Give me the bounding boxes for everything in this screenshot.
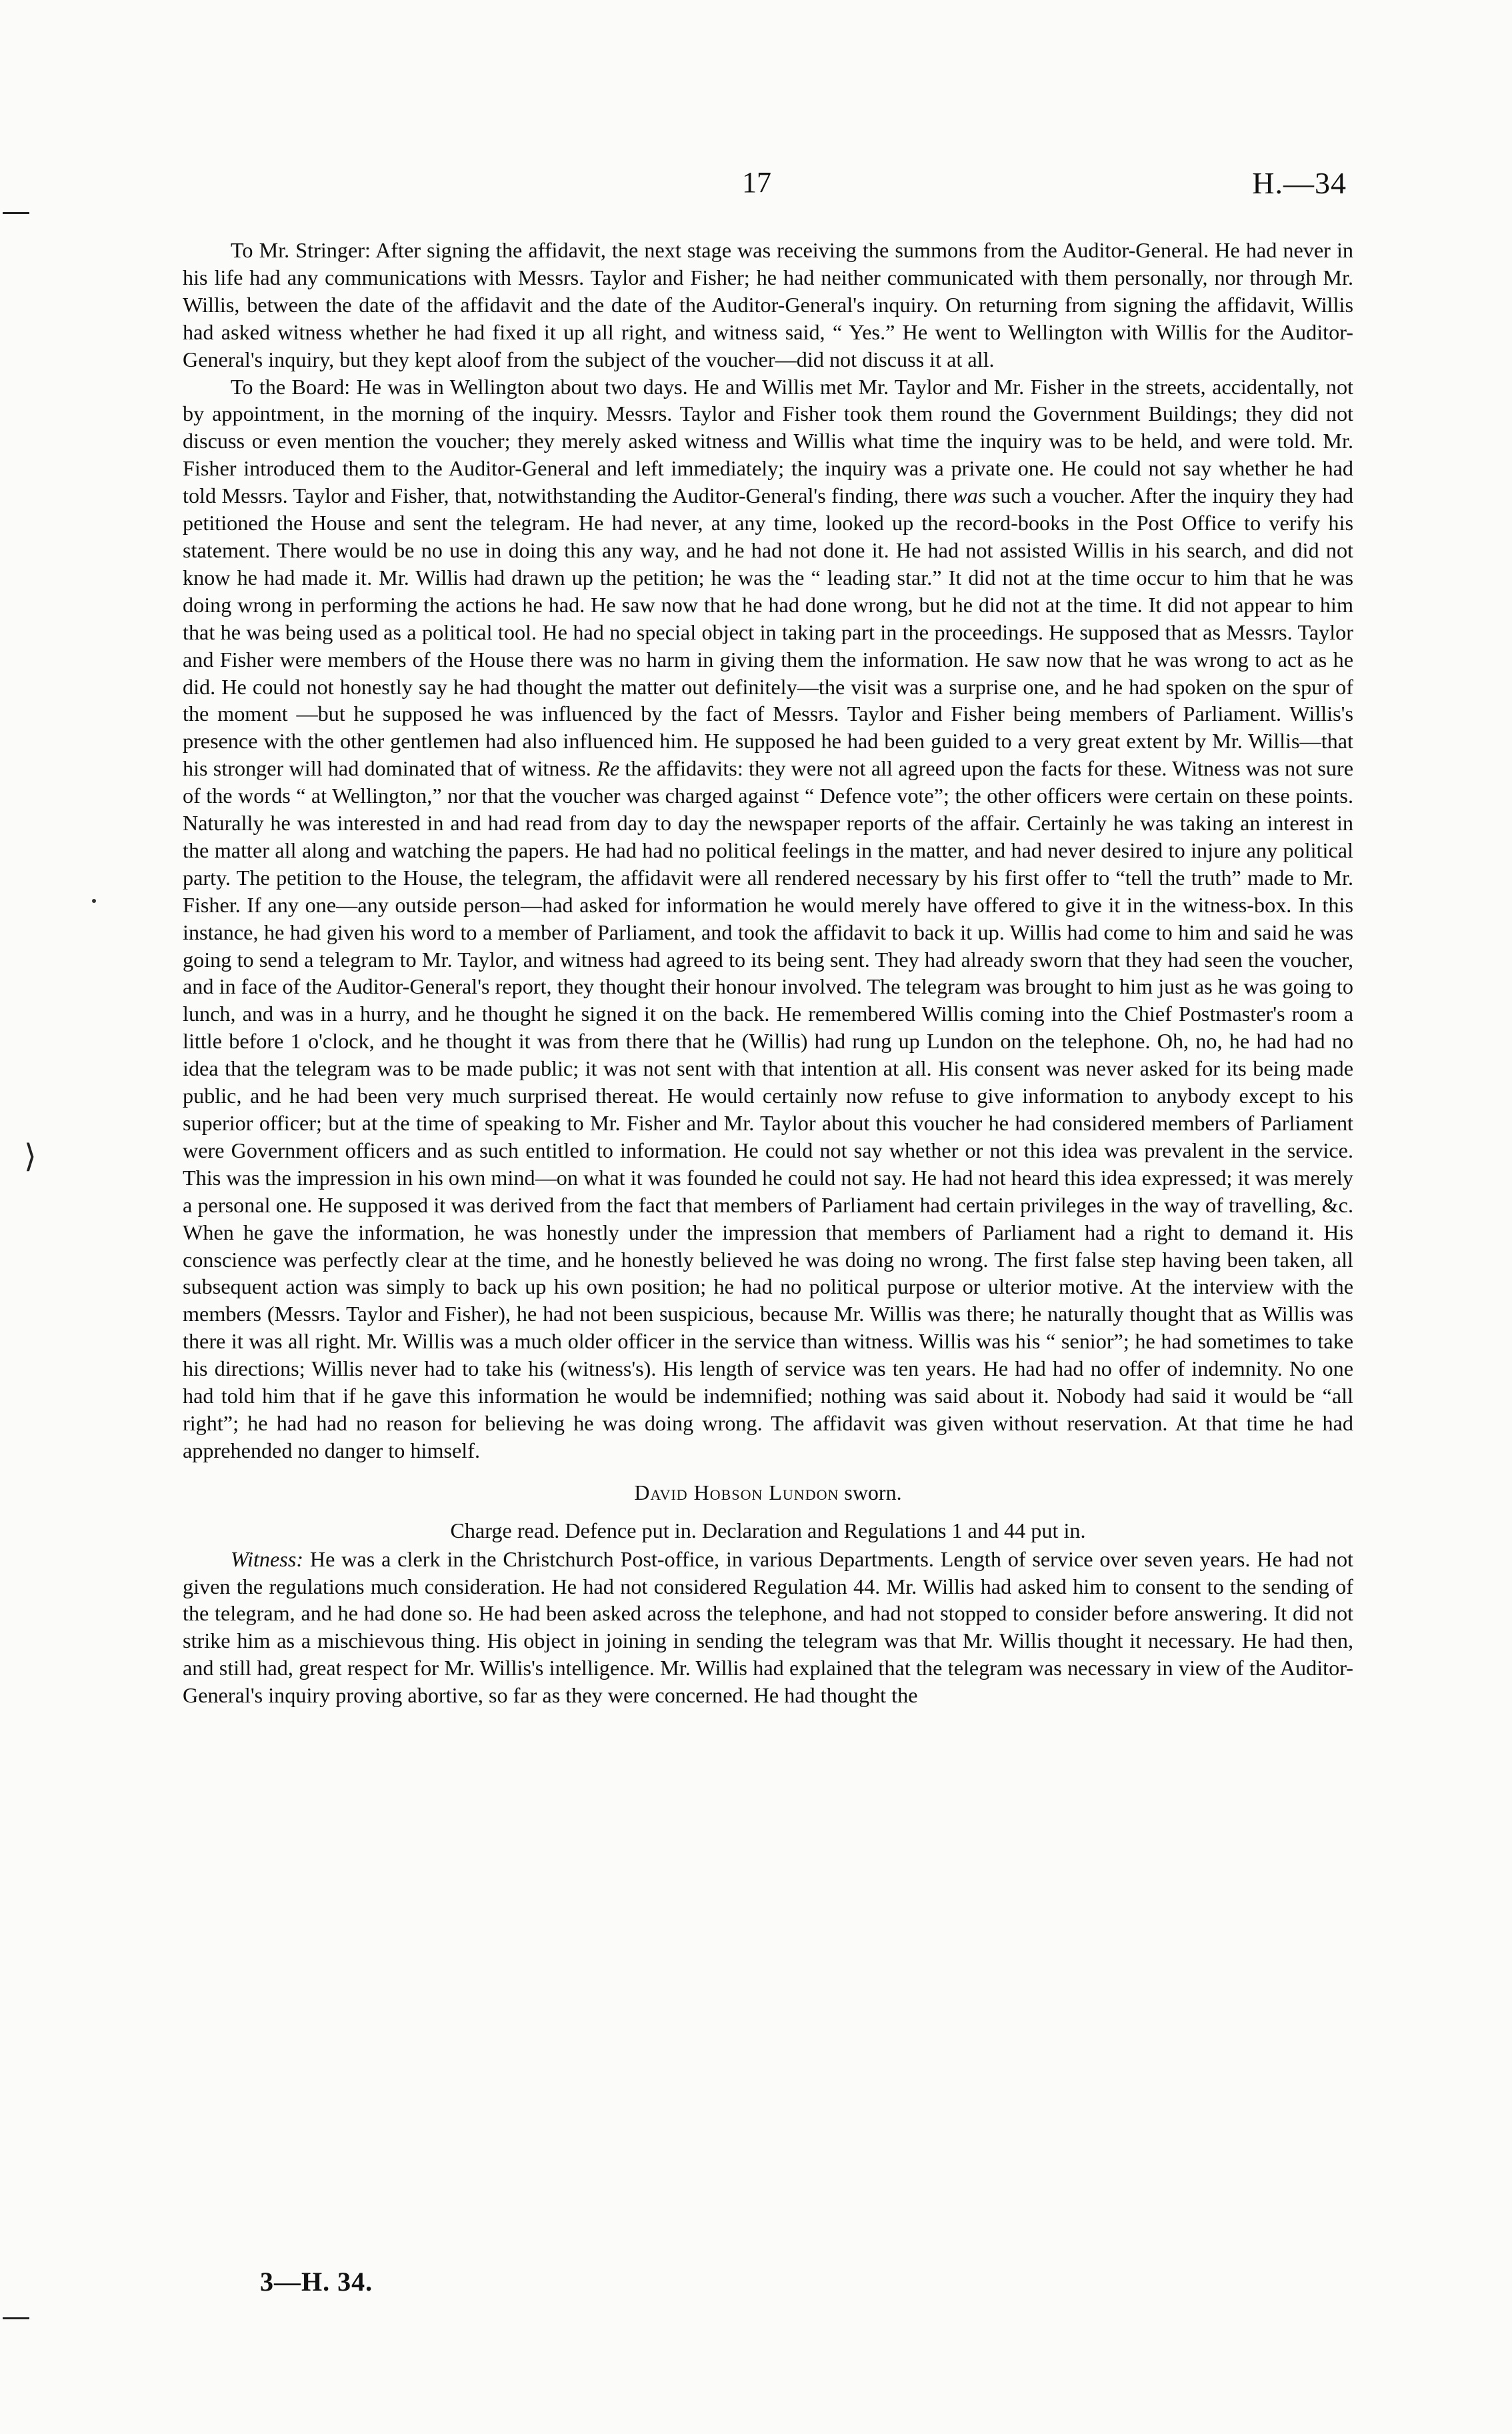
paragraph-witness — [183, 1546, 1353, 1709]
paragraph-board — [183, 373, 1353, 1464]
margin-mark — [3, 212, 29, 214]
italic-word: was — [953, 483, 987, 508]
witness-heading — [183, 1479, 1353, 1506]
page-signature: 3—H. 34. — [260, 2267, 373, 2297]
italic-word: Re — [597, 756, 620, 781]
margin-dot — [92, 899, 96, 903]
witness-name: David Hobson Lundon — [634, 1480, 839, 1504]
heading-suffix: sworn. — [839, 1480, 902, 1504]
charge-line: Charge read. Defence put in. Declaration and Regulations 1 and 44 put in. — [450, 1518, 1086, 1542]
page-number: 17 — [742, 166, 771, 199]
text-run: To the Board: He was in Wellington about two days. He and Willis met Mr. Taylor and Mr. Fisher in the streets, accidentally, not by appointment, in the morning of the inquiry. Messrs. Taylor and Fisher took them round the Government Buildings; they did not discuss or even mention the voucher; they merely asked witness and Willis what time the inquiry was to be held, and were told. Mr. Fisher introduced them to the Auditor-General and left immediately; the inquiry was a private one. He could not say whether he had told Messrs. Taylor and Fisher, that, notwithstanding the Auditor-General's finding, there — [183, 374, 1353, 508]
witness-label: Witness: — [231, 1546, 304, 1571]
body-text — [183, 237, 1353, 1709]
margin-mark — [3, 2317, 29, 2319]
margin-curl-mark: ⟩ — [24, 1138, 37, 1175]
text-run: such a voucher. After the inquiry they had petitioned the House and sent the telegram. He had never, at any time, looked up the record-books in the Post Office to verify his statement. There would be no use in doing this any way, and he had not done it. He had not assisted Willis in his search, and did not know he had made it. Mr. Willis had drawn up the petition; he was the “ leading star.” It did not at the time occur to him that he was doing wrong in performing the actions he had. He saw now that he had done wrong, but he did not at the time. It did not appear to him that he was being used as a political tool. He had no special object in taking part in the proceedings. He supposed that as Messrs. Taylor and Fisher were members of the House there was no harm in giving them the information. He saw now that he was wrong to act as he did. He could not honestly say he had thought the matter out definitely—the visit was a surprise one, and he had spoken on the spur of the moment —but he supposed he was influenced by the fact of Messrs. Taylor and Fisher being members of Parliament. Willis's presence with the other gentlemen had also influenced him. He supposed he had been guided to a very great extent by Mr. Willis—that his stronger will had dominated that of witness. — [183, 483, 1353, 781]
document-reference: H.—34 — [1252, 166, 1347, 200]
paragraph-stringer: To Mr. Stringer: After signing the affidavit, the next stage was receiving the summons from the Auditor-General. He had never in his life had any communications with Messrs. Taylor and Fisher; he had neither communicated with them personally, nor through Mr. Willis, between the date of the affidavit and the date of the Auditor-General's inquiry. On returning from signing the affidavit, Willis had asked witness whether he had fixed it up all right, and witness said, “ Yes.” He went to Wellington with Willis for the Auditor-General's inquiry, but they kept aloof from the subject of the voucher—did not discuss it at all. — [183, 238, 1353, 371]
text-run: the affidavits: they were not all agreed upon the facts for these. Witness was not sure of the words “ at Wellington,” nor that the voucher was charged against “ Defence vote”; the other officers were certain on these points. Naturally he was interested in and had read from day to day the newspaper reports of the affair. Certainly he was taking an interest in the matter all along and watching the papers. He had had no political feelings in the matter, and had never desired to injure any political party. The petition to the House, the telegram, the affidavit were all rendered necessary by his first offer to “tell the truth” made to Mr. Fisher. If any one—any outside person—had asked for information he would merely have offered to give it in the witness-box. In this instance, he had given his word to a member of Parliament, and took the affidavit to back it up. Willis had come to him and said he was going to send a telegram to Mr. Taylor, and witness had agreed to its being sent. They had already sworn that they had seen the voucher, and in face of the Auditor-General's report, they thought their honour involved. The telegram was brought to him just as he was going to lunch, and was in a hurry, and he thought he signed it on the back. He remembered Willis coming into the Chief Postmaster's room a little before 1 o'clock, and he thought it was from there that he (Willis) had rung up Lundon on the telephone. Oh, no, he had had no idea that the telegram was to be made public; it was not sent with that intention at all. His consent was never asked for its being made public, and he had been very much surprised thereat. He would certainly now refuse to give information to anybody except to his superior officer; but at the time of speaking to Mr. Fisher and Mr. Taylor about this voucher he had considered members of Parliament were Government officers and as such entitled to information. He could not say whether or not this idea was prevalent in the service. This was the impression in his own mind—on what it was founded he could not say. He had not heard this idea expressed; it was merely a personal one. He supposed it was derived from the fact that members of Parliament had certain privileges in the way of travelling, &c. When he gave the information, he was honestly under the impression that members of Parliament had a right to demand it. His conscience was perfectly clear at the time, and he honestly believed he was doing no wrong. The first false step having been taken, all subsequent action was simply to back up his own position; he had no political purpose or ulterior motive. At the interview with the members (Messrs. Taylor and Fisher), he had not been suspicious, because Mr. Willis was there; he naturally thought that as Willis was there it was all right. Mr. Willis was a much older officer in the service than witness. Willis was his “ senior”; he had sometimes to take his directions; Willis never had to take his (witness's). His length of service was ten years. He had had no offer of indemnity. No one had told him that if he gave this information he would be indemnified; nothing was said about it. Nobody had said it would be “all right”; he had had no reason for believing he was doing wrong. The affidavit was given without reservation. At that time he had apprehended no danger to himself. — [183, 756, 1353, 1462]
text-run: He was a clerk in the Christchurch Post-office, in various Departments. Length of service over seven years. He had not given the regulations much consideration. He had not considered Regulation 44. Mr. Willis had asked him to consent to the sending of the telegram, and he had done so. He had been asked across the telephone, and had not stopped to consider before answering. It did not strike him as a mischievous thing. His object in joining in sending the telegram was that Mr. Willis thought it necessary. He had then, and still had, great respect for Mr. Willis's intelligence. Mr. Willis had explained that the telegram was necessary in view of the Auditor-General's inquiry proving abortive, so far as they were concerned. He had thought the — [183, 1546, 1353, 1708]
